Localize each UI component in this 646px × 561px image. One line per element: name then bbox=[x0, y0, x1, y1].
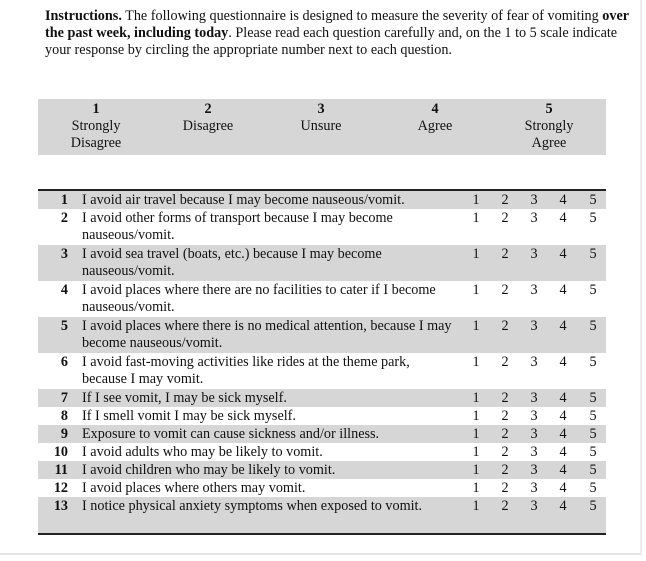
response-option-5[interactable]: 5 bbox=[589, 408, 597, 424]
item-row-3 bbox=[38, 245, 606, 281]
response-option-3[interactable]: 3 bbox=[530, 318, 538, 334]
item-number: 9 bbox=[60, 426, 68, 442]
response-option-3[interactable]: 3 bbox=[530, 210, 538, 226]
scale-number: 3 bbox=[317, 101, 325, 117]
item-text: I avoid other forms of transport because I may become nauseous/vomit. bbox=[82, 210, 393, 243]
item-number: 11 bbox=[54, 462, 68, 478]
response-option-2[interactable]: 2 bbox=[501, 210, 509, 226]
response-option-3[interactable]: 3 bbox=[530, 354, 538, 370]
response-option-2[interactable]: 2 bbox=[501, 246, 509, 262]
response-option-1[interactable]: 1 bbox=[472, 192, 480, 208]
response-option-5[interactable]: 5 bbox=[589, 462, 597, 478]
response-option-1[interactable]: 1 bbox=[472, 480, 480, 496]
response-option-1[interactable]: 1 bbox=[472, 354, 480, 370]
response-option-3[interactable]: 3 bbox=[530, 192, 538, 208]
scale-label: Disagree bbox=[182, 118, 234, 134]
response-option-2[interactable]: 2 bbox=[501, 444, 509, 460]
response-option-3[interactable]: 3 bbox=[530, 390, 538, 406]
response-option-5[interactable]: 5 bbox=[589, 480, 597, 496]
scale-option-5 bbox=[509, 101, 589, 152]
response-option-5[interactable]: 5 bbox=[589, 282, 597, 298]
item-number: 3 bbox=[60, 246, 68, 262]
response-option-5[interactable]: 5 bbox=[589, 192, 597, 208]
scale-option-4 bbox=[395, 101, 475, 135]
response-option-2[interactable]: 2 bbox=[501, 390, 509, 406]
item-number: 1 bbox=[60, 192, 68, 208]
instructions-paragraph bbox=[45, 8, 637, 60]
item-number: 13 bbox=[53, 498, 68, 514]
item-row-4 bbox=[38, 281, 606, 317]
response-option-4[interactable]: 4 bbox=[559, 426, 567, 442]
item-row-10 bbox=[38, 443, 606, 461]
response-option-5[interactable]: 5 bbox=[589, 390, 597, 406]
item-text: I notice physical anxiety symptoms when exposed to vomit. bbox=[82, 498, 423, 514]
response-option-3[interactable]: 3 bbox=[530, 462, 538, 478]
response-option-3[interactable]: 3 bbox=[530, 426, 538, 442]
response-option-1[interactable]: 1 bbox=[472, 462, 480, 478]
item-number: 4 bbox=[60, 282, 68, 298]
response-option-4[interactable]: 4 bbox=[559, 480, 567, 496]
scale-label: Strongly Disagree bbox=[70, 118, 122, 151]
response-option-4[interactable]: 4 bbox=[559, 210, 567, 226]
item-text: I avoid adults who may be likely to vomit. bbox=[82, 444, 323, 460]
response-option-4[interactable]: 4 bbox=[559, 318, 567, 334]
item-text: I avoid places where others may vomit. bbox=[82, 480, 306, 496]
item-row-6 bbox=[38, 353, 606, 389]
scale-number: 1 bbox=[92, 101, 100, 117]
response-option-4[interactable]: 4 bbox=[559, 462, 567, 478]
item-text: I avoid places where there are no facilities to cater if I become nauseous/vomit. bbox=[82, 282, 436, 315]
response-option-2[interactable]: 2 bbox=[501, 426, 509, 442]
instructions-text-1: The following questionnaire is designed to measure the severity of fear of vomiting bbox=[121, 8, 603, 24]
item-number: 7 bbox=[60, 390, 68, 406]
questionnaire-items bbox=[38, 189, 606, 535]
item-row-12 bbox=[38, 479, 606, 497]
item-row-1 bbox=[38, 191, 606, 209]
item-text: I avoid sea travel (boats, etc.) because I may become nauseous/vomit. bbox=[82, 246, 382, 279]
response-option-4[interactable]: 4 bbox=[559, 192, 567, 208]
scale-number: 5 bbox=[545, 101, 553, 117]
response-option-1[interactable]: 1 bbox=[472, 210, 480, 226]
response-option-3[interactable]: 3 bbox=[530, 246, 538, 262]
response-option-4[interactable]: 4 bbox=[559, 246, 567, 262]
response-option-1[interactable]: 1 bbox=[472, 408, 480, 424]
response-option-1[interactable]: 1 bbox=[472, 282, 480, 298]
response-option-1[interactable]: 1 bbox=[472, 390, 480, 406]
response-option-3[interactable]: 3 bbox=[530, 408, 538, 424]
response-option-1[interactable]: 1 bbox=[472, 498, 480, 514]
response-option-2[interactable]: 2 bbox=[501, 480, 509, 496]
response-option-5[interactable]: 5 bbox=[589, 498, 597, 514]
response-option-1[interactable]: 1 bbox=[472, 444, 480, 460]
scale-option-3 bbox=[281, 101, 361, 135]
response-option-1[interactable]: 1 bbox=[472, 318, 480, 334]
instructions-lead: Instructions. bbox=[45, 8, 122, 24]
item-text: If I see vomit, I may be sick myself. bbox=[82, 390, 287, 406]
instructions-emphasis: over the past week, including today bbox=[45, 8, 629, 42]
response-option-4[interactable]: 4 bbox=[559, 408, 567, 424]
item-number: 12 bbox=[53, 480, 68, 496]
scale-label: Unsure bbox=[300, 118, 342, 134]
item-number: 6 bbox=[60, 354, 68, 370]
response-option-2[interactable]: 2 bbox=[501, 192, 509, 208]
response-option-4[interactable]: 4 bbox=[559, 390, 567, 406]
item-row-7 bbox=[38, 389, 606, 407]
item-row-5 bbox=[38, 317, 606, 353]
item-text: I avoid children who may be likely to vomit. bbox=[82, 462, 336, 478]
response-option-1[interactable]: 1 bbox=[472, 246, 480, 262]
response-option-3[interactable]: 3 bbox=[530, 282, 538, 298]
item-text: I avoid air travel because I may become nauseous/vomit. bbox=[82, 192, 405, 208]
item-number: 2 bbox=[60, 210, 68, 226]
response-option-4[interactable]: 4 bbox=[559, 444, 567, 460]
response-option-2[interactable]: 2 bbox=[501, 318, 509, 334]
scale-option-2 bbox=[168, 101, 248, 135]
response-option-2[interactable]: 2 bbox=[501, 282, 509, 298]
scale-label: Agree bbox=[417, 118, 453, 134]
scale-option-1 bbox=[56, 101, 136, 152]
instructions-text-2: . Please read each question carefully and, on the 1 to 5 scale indicate your response by circling the appropriate number next to each question. bbox=[45, 25, 618, 59]
response-option-5[interactable]: 5 bbox=[589, 444, 597, 460]
item-text: Exposure to vomit can cause sickness and/or illness. bbox=[82, 426, 380, 442]
response-option-4[interactable]: 4 bbox=[559, 354, 567, 370]
item-row-9 bbox=[38, 425, 606, 443]
response-scale-header bbox=[38, 99, 606, 155]
response-option-3[interactable]: 3 bbox=[530, 480, 538, 496]
item-text: If I smell vomit I may be sick myself. bbox=[82, 408, 296, 424]
item-text: I avoid places where there is no medical attention, because I may become nauseous/vomit. bbox=[82, 318, 452, 351]
item-row-11 bbox=[38, 461, 606, 479]
scale-label: Strongly Agree bbox=[524, 118, 574, 151]
item-row-8 bbox=[38, 407, 606, 425]
item-number: 5 bbox=[60, 318, 68, 334]
response-option-2[interactable]: 2 bbox=[501, 462, 509, 478]
item-number: 8 bbox=[60, 408, 68, 424]
response-option-3[interactable]: 3 bbox=[530, 444, 538, 460]
response-option-5[interactable]: 5 bbox=[589, 210, 597, 226]
item-row-2 bbox=[38, 209, 606, 245]
response-option-5[interactable]: 5 bbox=[589, 246, 597, 262]
response-option-5[interactable]: 5 bbox=[589, 426, 597, 442]
item-number: 10 bbox=[53, 444, 68, 460]
response-option-2[interactable]: 2 bbox=[501, 354, 509, 370]
item-text: I avoid fast-moving activities like rides at the theme park, because I may vomit. bbox=[82, 354, 410, 387]
scale-number: 4 bbox=[431, 101, 439, 117]
response-option-5[interactable]: 5 bbox=[589, 318, 597, 334]
scale-number: 2 bbox=[204, 101, 212, 117]
response-option-4[interactable]: 4 bbox=[559, 282, 567, 298]
response-option-4[interactable]: 4 bbox=[559, 498, 567, 514]
response-option-5[interactable]: 5 bbox=[589, 354, 597, 370]
response-option-2[interactable]: 2 bbox=[501, 408, 509, 424]
response-option-1[interactable]: 1 bbox=[472, 426, 480, 442]
response-option-2[interactable]: 2 bbox=[501, 498, 509, 514]
item-row-13 bbox=[38, 497, 606, 533]
response-option-3[interactable]: 3 bbox=[530, 498, 538, 514]
